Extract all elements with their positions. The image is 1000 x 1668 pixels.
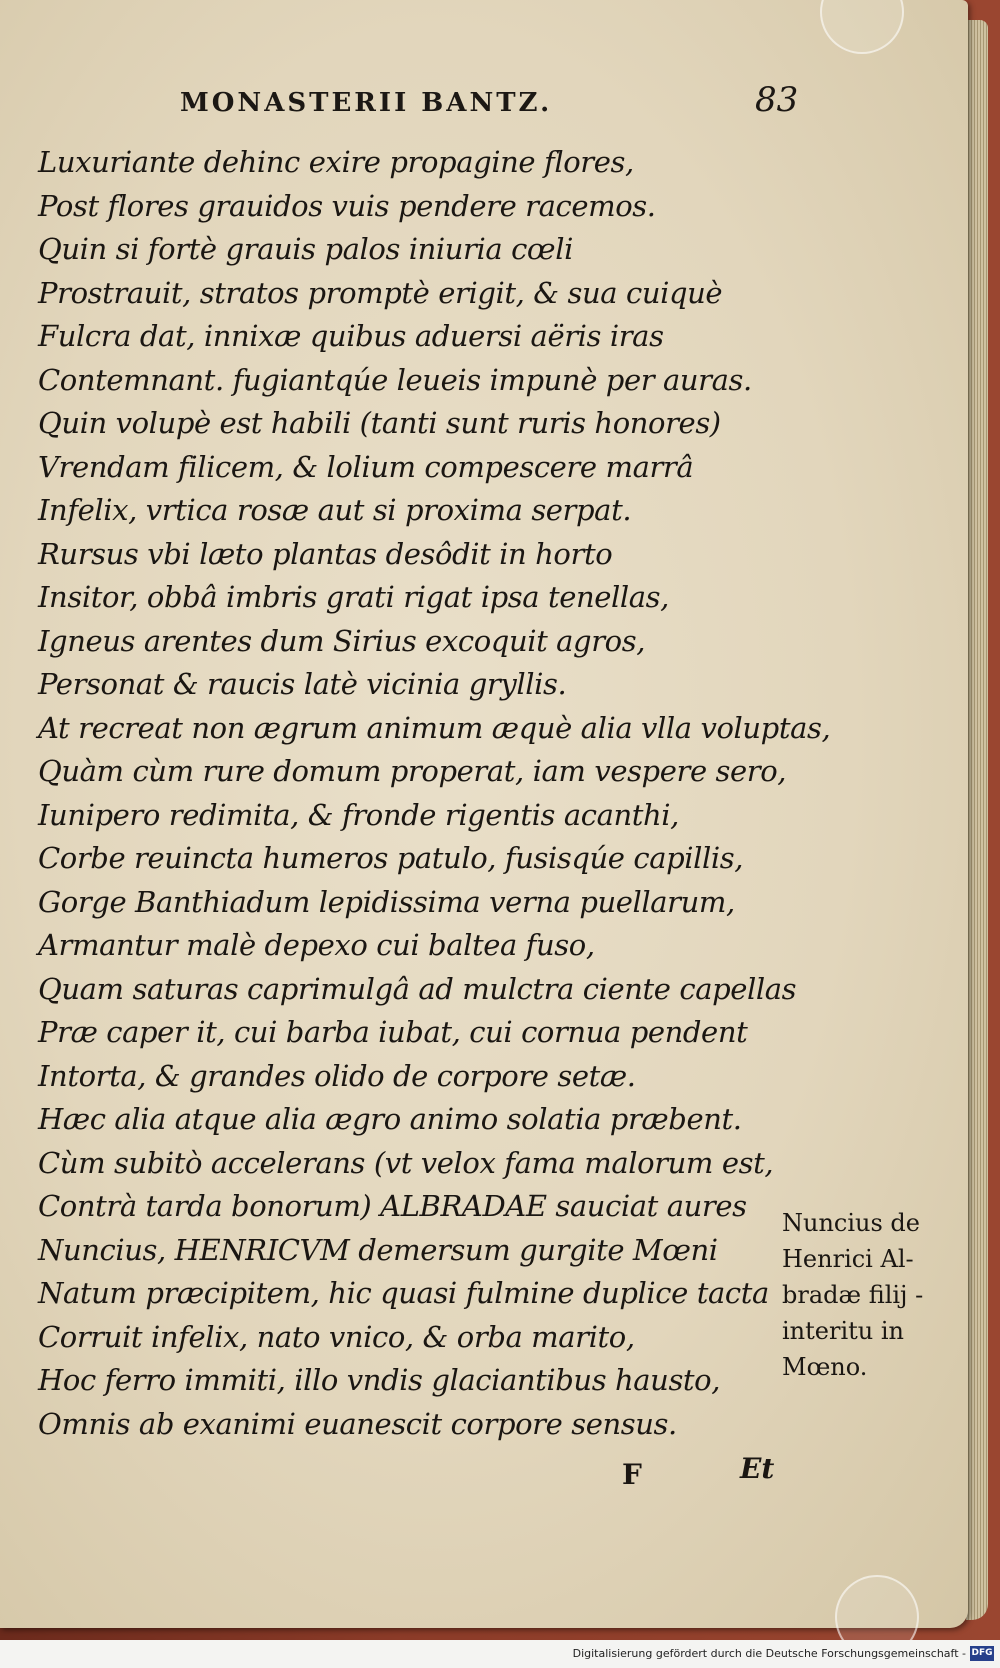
text-line: Fulcra dat, innixæ quibus aduersi aëris iras xyxy=(38,319,664,353)
text-line: Nuncius, HENRICVM demersum gurgite Mœni xyxy=(38,1232,718,1267)
text-line: Contrà tarda bonorum) ALBRADAE sauciat aures xyxy=(38,1189,747,1223)
text-line: Hæc alia atque alia ægro animo solatia præbent. xyxy=(38,1102,742,1136)
text-line: Cùm subitò accelerans (vt velox fama malorum est, xyxy=(38,1145,774,1180)
text-line: Rursus vbi læto plantas desôdit in horto xyxy=(38,536,613,571)
catchword: Et xyxy=(740,1452,775,1485)
text-line: At recreat non ægrum animum æquè alia vlla voluptas, xyxy=(38,710,831,745)
text-line: Iunipero redimita, & fronde rigentis acanthi, xyxy=(38,797,679,832)
text-line: Contemnant. fugiantqúe leueis impunè per auras. xyxy=(38,362,752,397)
running-title: MONASTERII BANTZ. xyxy=(180,88,553,118)
text-line: Hoc ferro immiti, illo vndis glaciantibus hausto, xyxy=(38,1363,721,1397)
page-number: 83 xyxy=(755,80,799,120)
marginal-note xyxy=(782,1205,962,1385)
text-line: Personat & raucis latè vicinia gryllis. xyxy=(38,667,567,701)
text-line: Quàm cùm rure domum properat, iam vespere sero, xyxy=(38,754,787,788)
text-line: Igneus arentes dum Sirius excoquit agros, xyxy=(38,623,646,658)
text-line: Corbe reuincta humeros patulo, fusisqúe capillis, xyxy=(38,841,744,875)
marginal-note-line: interitu in xyxy=(782,1317,904,1345)
text-line: Intorta, & grandes olido de corpore setæ. xyxy=(38,1058,636,1093)
footer-bar xyxy=(0,1640,1000,1668)
text-line: Corruit infelix, nato vnico, & orba marito, xyxy=(38,1319,635,1354)
text-line: Insitor, obbâ imbris grati rigat ipsa tenellas, xyxy=(38,580,669,614)
text-line: Natum præcipitem, hic quasi fulmine duplice tacta xyxy=(38,1276,769,1310)
funding-credit: Digitalisierung gefördert durch die Deutsche Forschungsgemeinschaft - xyxy=(572,1647,966,1660)
text-line: Luxuriante dehinc exire propagine flores, xyxy=(38,145,634,179)
signature-mark: F xyxy=(622,1458,642,1491)
marginal-note-line: Nuncius de xyxy=(782,1209,920,1237)
text-line: Omnis ab exanimi euanescit corpore sensus. xyxy=(38,1406,677,1441)
text-line: Post flores grauidos vuis pendere racemos. xyxy=(38,188,656,223)
marginal-note-line: Mœno. xyxy=(782,1353,868,1381)
text-line: Vrendam filicem, & lolium compescere marrâ xyxy=(38,449,694,484)
text-line: Præ caper it, cui barba iubat, cui cornua pendent xyxy=(38,1015,748,1049)
text-line: Quin si fortè grauis palos iniuria cœli xyxy=(38,232,573,266)
text-line: Infelix, vrtica rosæ aut si proxima serpat. xyxy=(38,493,632,527)
marginal-note-line: bradæ filij - xyxy=(782,1281,924,1309)
marginal-note-line: Henrici Al- xyxy=(782,1245,914,1273)
dfg-logo: DFG xyxy=(970,1646,994,1661)
text-line: Armantur malè depexo cui baltea fuso, xyxy=(38,928,595,962)
text-line: Gorge Banthiadum lepidissima verna puellarum, xyxy=(38,884,735,919)
text-line: Quin volupè est habili (tanti sunt ruris honores) xyxy=(38,406,721,440)
text-line: Prostrauit, stratos promptè erigit, & sua cuiquè xyxy=(38,275,723,310)
text-line: Quam saturas caprimulgâ ad mulctra ciente capellas xyxy=(38,971,797,1006)
page-edges xyxy=(966,20,988,1620)
